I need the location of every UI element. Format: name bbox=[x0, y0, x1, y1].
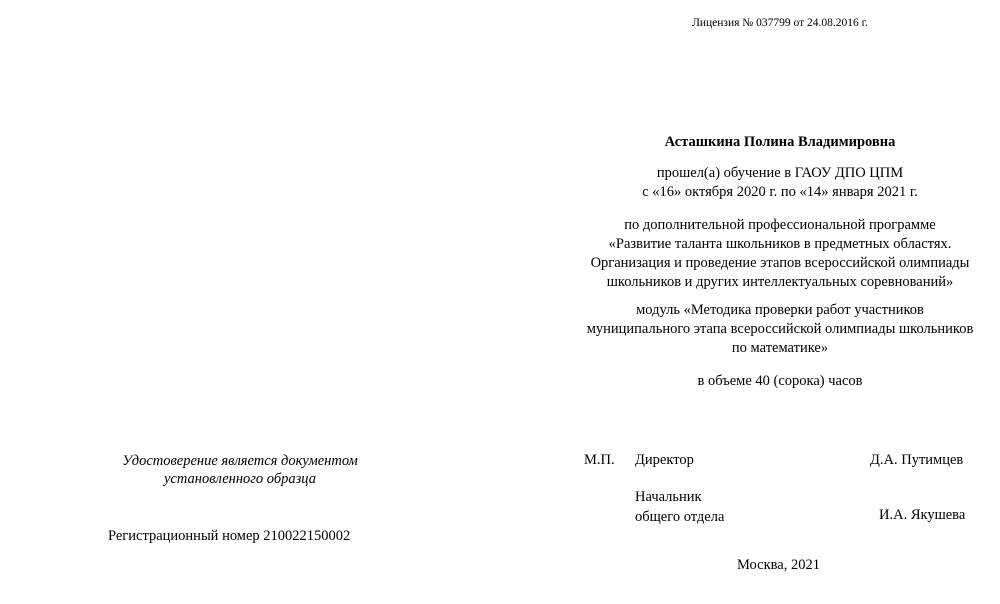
program-info bbox=[560, 216, 1000, 292]
chief-title-line-1: Начальник bbox=[635, 489, 702, 505]
training-line-1: прошел(а) обучение в ГАОУ ДПО ЦПМ bbox=[656, 165, 904, 181]
program-line-4: школьников и других интеллектуальных соревнований» bbox=[606, 274, 954, 290]
program-line-1: по дополнительной профессиональной программе bbox=[624, 217, 936, 233]
chief-title-line-2: общего отдела bbox=[635, 509, 725, 525]
training-line-2: с «16» октября 2020 г. по «14» января 2021 г. bbox=[642, 184, 918, 200]
chief-name: И.А. Якушева bbox=[879, 507, 966, 523]
module-info bbox=[560, 301, 1000, 358]
note-line-1: Удостоверение является документом bbox=[122, 453, 358, 469]
training-info bbox=[560, 164, 1000, 202]
program-line-2: «Развитие таланта школьников в предметных областях. bbox=[608, 236, 952, 252]
chief-title bbox=[635, 487, 724, 527]
module-line-3: по математике» bbox=[731, 340, 829, 356]
certificate-note bbox=[95, 452, 385, 488]
director-name: Д.А. Путимцев bbox=[870, 452, 964, 468]
hours-volume: в объеме 40 (сорока) часов bbox=[697, 373, 863, 389]
module-line-2: муниципального этапа всероссийской олимпиады школьников bbox=[586, 321, 974, 337]
note-line-2: установленного образца bbox=[164, 471, 316, 487]
city-year: Москва, 2021 bbox=[737, 557, 820, 573]
stamp-label: М.П. bbox=[584, 452, 615, 468]
recipient-name: Асташкина Полина Владимировна bbox=[664, 134, 896, 150]
registration-number: Регистрационный номер 210022150002 bbox=[108, 528, 351, 544]
module-line-1: модуль «Методика проверки работ участников bbox=[636, 302, 924, 318]
program-line-3: Организация и проведение этапов всероссийской олимпиады bbox=[590, 255, 970, 271]
license-text: Лицензия № 037799 от 24.08.2016 г. bbox=[692, 17, 868, 29]
director-title: Директор bbox=[635, 452, 694, 468]
